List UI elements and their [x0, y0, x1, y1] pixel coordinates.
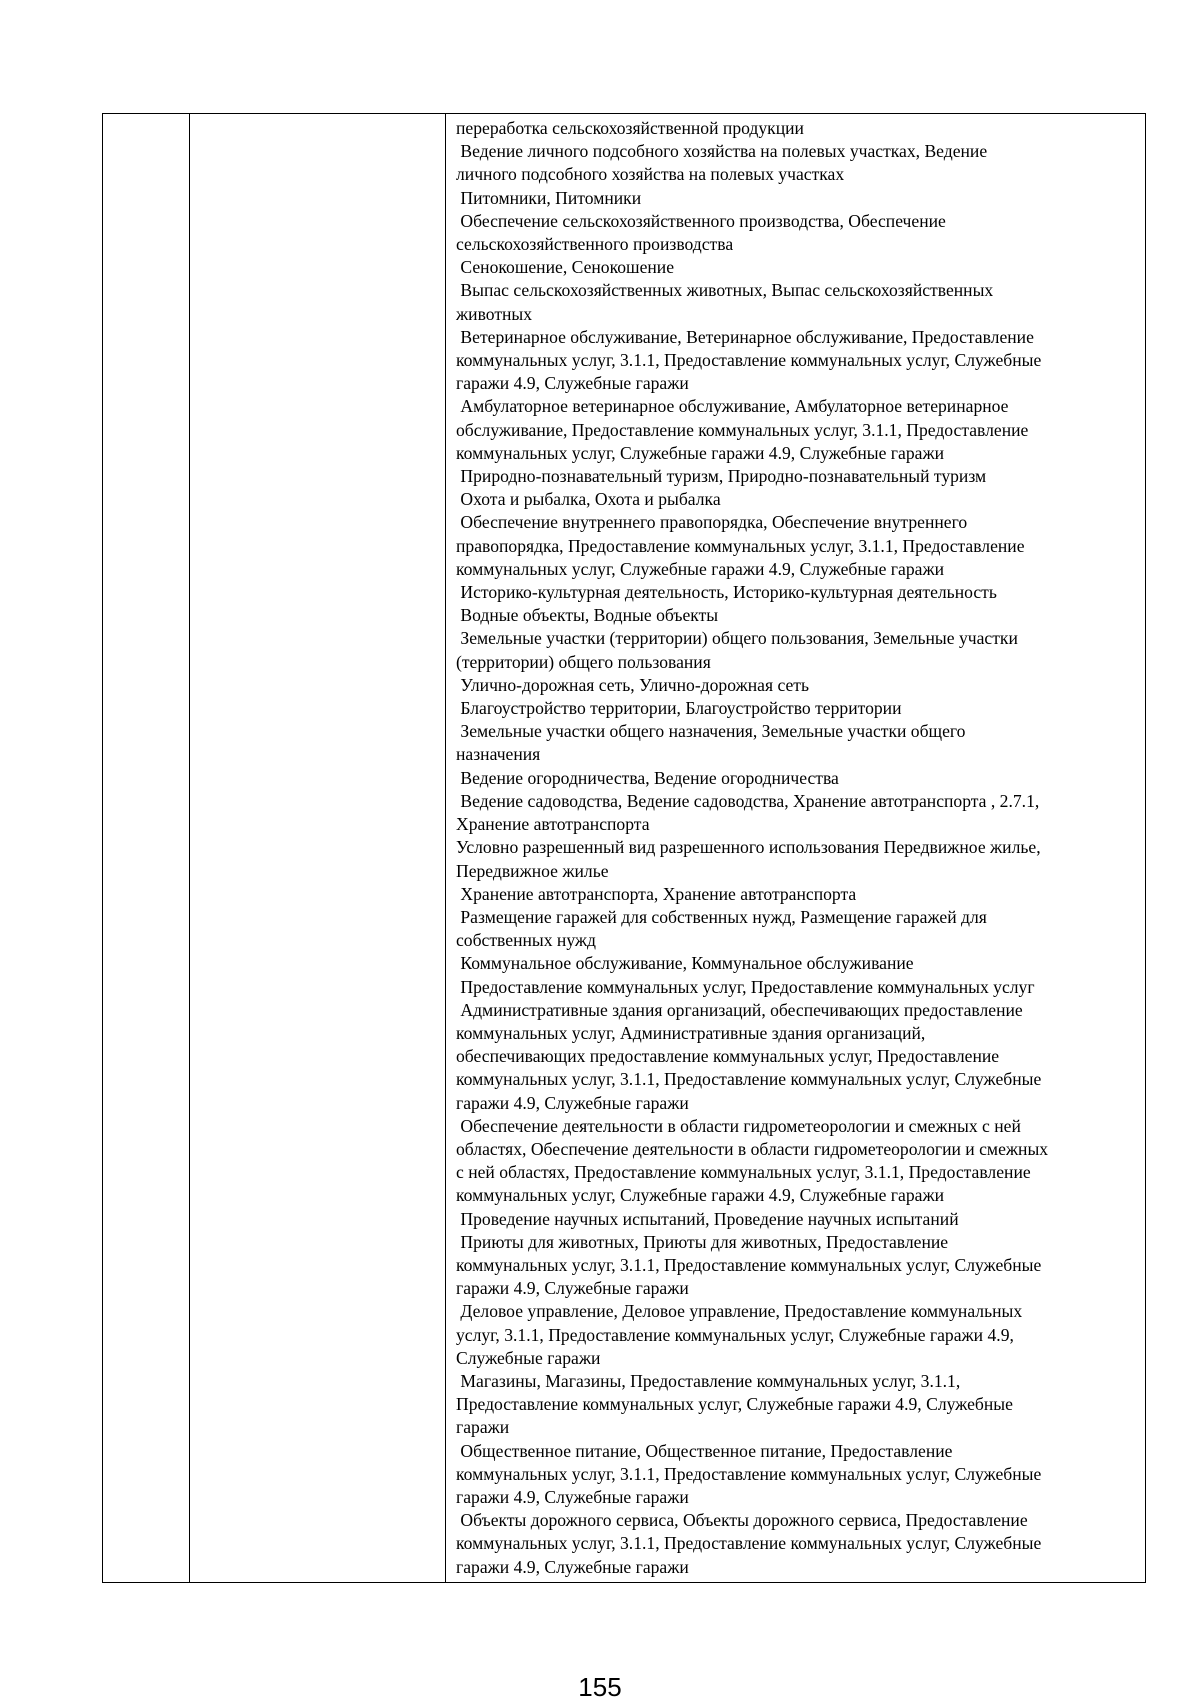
permitted-uses-text — [446, 114, 1145, 1582]
table-cell-number — [103, 114, 190, 1583]
text-line: коммунальных услуг, 3.1.1, Предоставление коммунальных услуг, Служебные — [456, 1533, 1042, 1554]
text-line: Служебные гаражи — [456, 1347, 601, 1368]
text-line: услуг, 3.1.1, Предоставление коммунальных услуг, Служебные гаражи 4.9, — [456, 1324, 1014, 1345]
text-line: гаражи 4.9, Служебные гаражи — [456, 1278, 689, 1299]
text-line: Условно разрешенный вид разрешенного использования Передвижное жилье, — [456, 837, 1041, 858]
text-line: Природно-познавательный туризм, Природно-познавательный туризм — [456, 466, 987, 487]
table-row — [103, 114, 1146, 1583]
text-line: переработка сельскохозяйственной продукции — [456, 118, 804, 138]
text-line: Ведение личного подсобного хозяйства на полевых участках, Ведение — [456, 141, 988, 162]
text-line: Историко-культурная деятельность, Историко-культурная деятельность — [456, 582, 997, 603]
text-line: Земельные участки общего назначения, Земельные участки общего — [456, 721, 966, 742]
text-line: Коммунальное обслуживание, Коммунальное обслуживание — [456, 953, 914, 974]
text-line: коммунальных услуг, 3.1.1, Предоставление коммунальных услуг, Служебные — [456, 350, 1042, 371]
text-line: (территории) общего пользования — [456, 651, 711, 672]
text-line: Магазины, Магазины, Предоставление коммунальных услуг, 3.1.1, — [456, 1370, 961, 1391]
text-line: коммунальных услуг, Служебные гаражи 4.9, Служебные гаражи — [456, 442, 945, 463]
text-line: Административные здания организаций, обеспечивающих предоставление — [456, 999, 1023, 1020]
text-line: гаражи 4.9, Служебные гаражи — [456, 373, 689, 394]
text-line: Деловое управление, Деловое управление, Предоставление коммунальных — [456, 1301, 1023, 1322]
text-line: Приюты для животных, Приюты для животных, Предоставление — [456, 1231, 949, 1252]
table-cell-permitted-uses — [446, 114, 1146, 1583]
text-line: личного подсобного хозяйства на полевых участках — [456, 164, 845, 185]
text-line: Благоустройство территории, Благоустройство территории — [456, 698, 902, 719]
text-line: гаражи 4.9, Служебные гаражи — [456, 1092, 689, 1113]
text-line: коммунальных услуг, Служебные гаражи 4.9, Служебные гаражи — [456, 1185, 945, 1206]
text-line: коммунальных услуг, 3.1.1, Предоставление коммунальных услуг, Служебные — [456, 1254, 1042, 1275]
text-line: правопорядка, Предоставление коммунальных услуг, 3.1.1, Предоставление — [456, 535, 1025, 556]
table-cell-zone — [190, 114, 446, 1583]
text-line: Охота и рыбалка, Охота и рыбалка — [456, 489, 721, 510]
text-line: Проведение научных испытаний, Проведение научных испытаний — [456, 1208, 959, 1229]
text-line: Питомники, Питомники — [456, 187, 642, 208]
text-line: Земельные участки (территории) общего пользования, Земельные участки — [456, 628, 1018, 649]
text-line: областях, Обеспечение деятельности в области гидрометеорологии и смежных — [456, 1138, 1049, 1159]
text-line: гаражи 4.9, Служебные гаражи — [456, 1486, 689, 1507]
text-line: коммунальных услуг, 3.1.1, Предоставление коммунальных услуг, Служебные — [456, 1463, 1042, 1484]
text-line: обслуживание, Предоставление коммунальных услуг, 3.1.1, Предоставление — [456, 419, 1029, 440]
text-line: Ветеринарное обслуживание, Ветеринарное обслуживание, Предоставление — [456, 326, 1034, 347]
text-line: Выпас сельскохозяйственных животных, Выпас сельскохозяйственных — [456, 280, 994, 301]
text-line: животных — [456, 303, 533, 324]
text-line: Обеспечение сельскохозяйственного производства, Обеспечение — [456, 210, 946, 231]
text-line: Амбулаторное ветеринарное обслуживание, Амбулаторное ветеринарное — [456, 396, 1009, 417]
text-line: Передвижное жилье — [456, 860, 609, 881]
text-line: Предоставление коммунальных услуг, Служебные гаражи 4.9, Служебные — [456, 1394, 1013, 1415]
text-line: коммунальных услуг, Административные здания организаций, — [456, 1022, 926, 1043]
text-line: Хранение автотранспорта, Хранение автотранспорта — [456, 883, 857, 904]
text-line: сельскохозяйственного производства — [456, 234, 734, 255]
text-line: Хранение автотранспорта — [456, 814, 650, 835]
text-line: гаражи — [456, 1417, 510, 1438]
text-line: гаражи 4.9, Служебные гаражи — [456, 1556, 689, 1577]
text-line: Предоставление коммунальных услуг, Предоставление коммунальных услуг — [456, 976, 1035, 997]
text-line: коммунальных услуг, 3.1.1, Предоставление коммунальных услуг, Служебные — [456, 1069, 1042, 1090]
text-line: Водные объекты, Водные объекты — [456, 605, 719, 626]
text-line: Объекты дорожного сервиса, Объекты дорожного сервиса, Предоставление — [456, 1510, 1028, 1531]
text-line: Сенокошение, Сенокошение — [456, 257, 675, 278]
permitted-use-table — [102, 113, 1146, 1583]
text-line: с ней областях, Предоставление коммунальных услуг, 3.1.1, Предоставление — [456, 1162, 1031, 1183]
text-line: Обеспечение деятельности в области гидрометеорологии и смежных с ней — [456, 1115, 1021, 1136]
text-line: Ведение садоводства, Ведение садоводства, Хранение автотранспорта , 2.7.1, — [456, 790, 1040, 811]
text-line: Общественное питание, Общественное питание, Предоставление — [456, 1440, 953, 1461]
page-number: 155 — [578, 1672, 622, 1702]
text-line: коммунальных услуг, Служебные гаражи 4.9, Служебные гаражи — [456, 558, 945, 579]
text-line: обеспечивающих предоставление коммунальных услуг, Предоставление — [456, 1046, 1000, 1067]
text-line: собственных нужд — [456, 930, 597, 951]
text-line: Размещение гаражей для собственных нужд, Размещение гаражей для — [456, 906, 987, 927]
text-line: Ведение огородничества, Ведение огородничества — [456, 767, 839, 788]
text-line: назначения — [456, 744, 541, 765]
text-line: Улично-дорожная сеть, Улично-дорожная сеть — [456, 674, 810, 695]
text-line: Обеспечение внутреннего правопорядка, Обеспечение внутреннего — [456, 512, 968, 533]
